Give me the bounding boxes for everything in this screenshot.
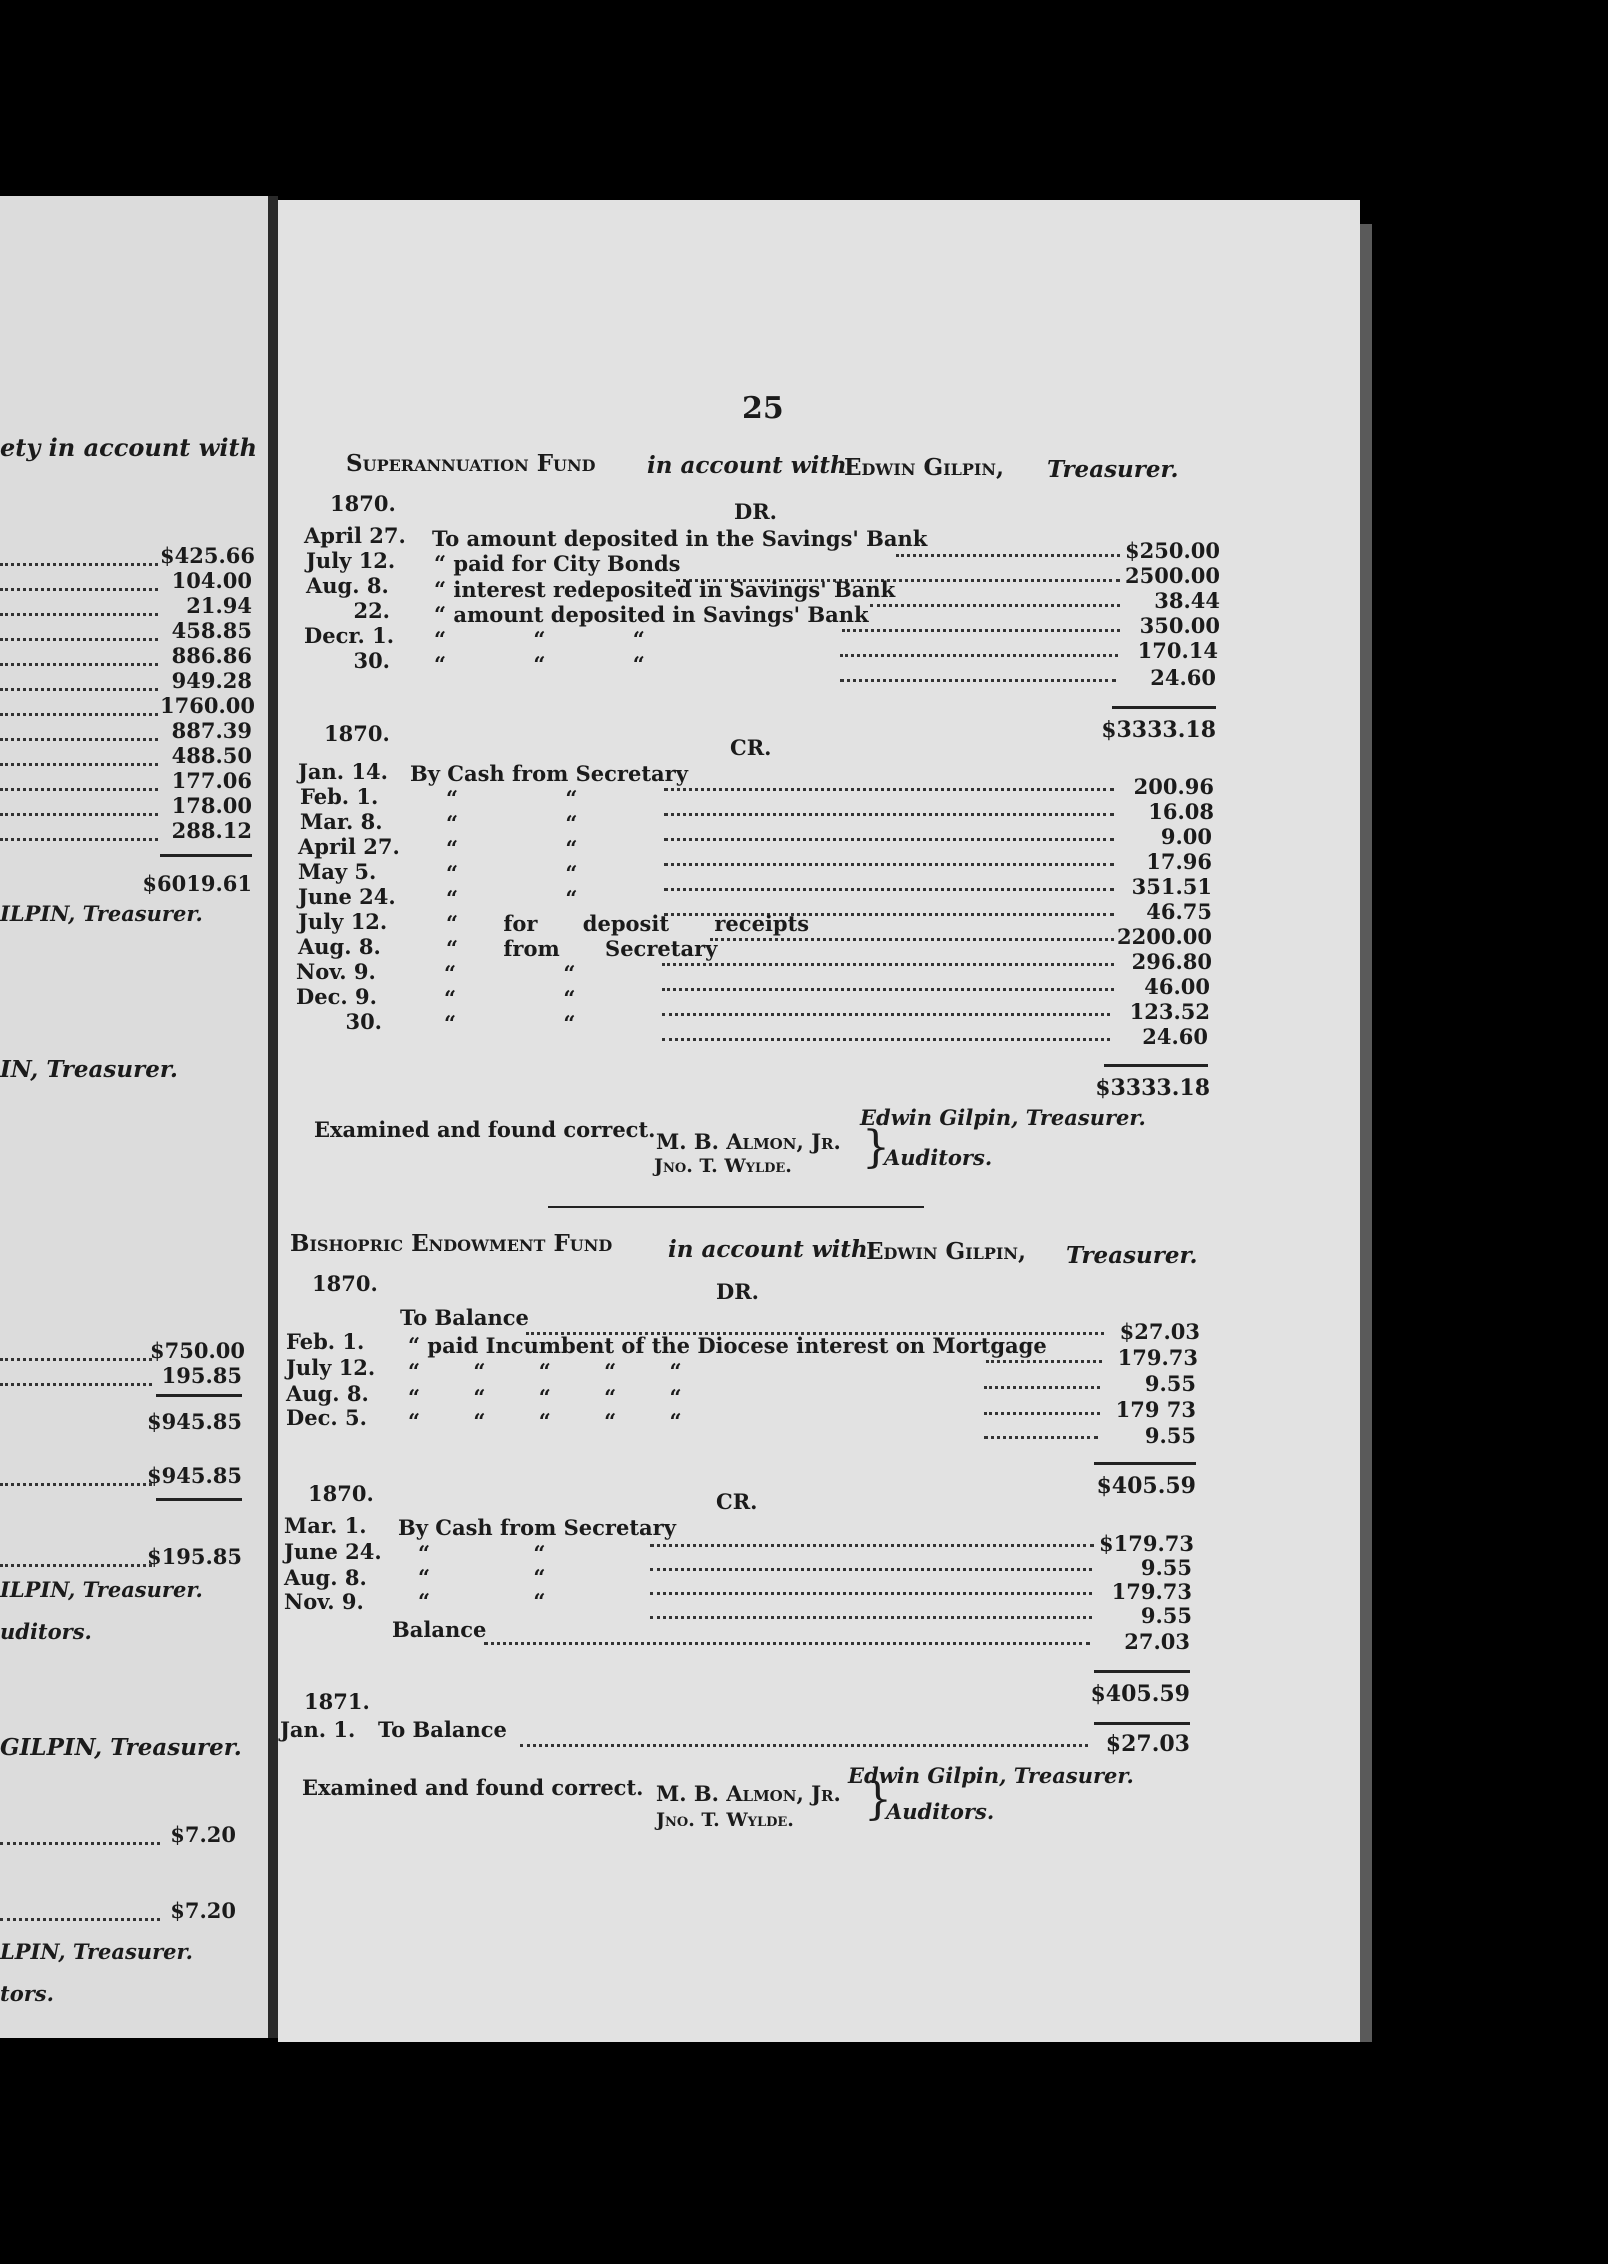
- row-text: “ amount deposited in Savings' Bank: [434, 602, 869, 627]
- section-separator: [548, 1206, 924, 1208]
- auditor-name: Jno. T. Wylde.: [656, 1809, 794, 1831]
- left-page: [0, 196, 268, 2038]
- auditor-name: M. B. Almon, Jr.: [656, 1129, 841, 1154]
- row-amount: 179.73: [1111, 1579, 1192, 1604]
- row-amount: 24.60: [1150, 665, 1216, 690]
- row-amount: 350.00: [1139, 613, 1220, 638]
- auditor-name: M. B. Almon, Jr.: [656, 1781, 841, 1806]
- row-amount: 16.08: [1148, 799, 1214, 824]
- row-date: Feb. 1.: [286, 1329, 365, 1354]
- row-text: “ “: [446, 836, 578, 861]
- row-amount: 9.55: [1140, 1603, 1192, 1628]
- row-text: “ “: [446, 861, 578, 886]
- auditors-label: Auditors.: [884, 1145, 993, 1170]
- row-text: “ paid for City Bonds: [434, 551, 681, 576]
- row-amount: 27.03: [1124, 1629, 1190, 1654]
- left-amount: 177.06: [171, 768, 252, 793]
- row-text: “ “: [444, 961, 576, 986]
- left-amount: 195.85: [161, 1363, 242, 1388]
- left-total: $945.85: [147, 1409, 242, 1434]
- row-amount: 17.96: [1146, 849, 1212, 874]
- row-date: Dec. 9.: [296, 984, 377, 1009]
- row-text: “ “: [446, 786, 578, 811]
- row-date: April 27.: [304, 523, 406, 548]
- row-date: Dec. 5.: [286, 1405, 367, 1430]
- row-text: To Balance: [378, 1717, 507, 1742]
- row-text: “ from Secretary: [446, 936, 718, 961]
- left-amount: $7.20: [170, 1898, 236, 1923]
- cr-label: CR.: [716, 1489, 758, 1514]
- row-date: May 5.: [298, 859, 377, 884]
- title-treasurer-name: Edwin Gilpin,: [844, 454, 1005, 481]
- row-text: By Cash from Secretary: [398, 1515, 676, 1540]
- examined-text: Examined and found correct.: [314, 1117, 656, 1142]
- page-edge: [1360, 224, 1372, 2042]
- row-text: “ “: [444, 1011, 576, 1036]
- left-treasurer-line: IN, Treasurer.: [0, 1056, 178, 1083]
- left-total: $6019.61: [142, 871, 252, 896]
- title-treasurer-name: Edwin Gilpin,: [866, 1238, 1027, 1265]
- row-amount: 179 73: [1115, 1397, 1196, 1422]
- left-treasurer-line: ILPIN, Treasurer.: [0, 901, 203, 926]
- cr-total: $405.59: [1090, 1681, 1190, 1707]
- row-amount: 2500.00: [1125, 563, 1220, 588]
- left-amount: 458.85: [171, 618, 252, 643]
- row-date: Jan. 14.: [298, 759, 388, 784]
- left-balance: $195.85: [147, 1544, 242, 1569]
- cr-year: 1870.: [308, 1481, 374, 1506]
- row-amount: $179.73: [1099, 1531, 1194, 1556]
- row-amount: 296.80: [1131, 949, 1212, 974]
- row-text: “ “: [418, 1565, 546, 1590]
- auditor-name: Jno. T. Wylde.: [654, 1155, 792, 1177]
- title-fund-name: Bishopric Endowment Fund: [290, 1230, 613, 1257]
- row-amount: 24.60: [1142, 1024, 1208, 1049]
- row-date: Aug. 8.: [284, 1565, 367, 1590]
- row-text: By Cash from Secretary: [410, 761, 688, 786]
- left-amount: 178.00: [171, 793, 252, 818]
- dr-year: 1870.: [312, 1271, 378, 1296]
- row-date: July 12.: [306, 548, 396, 573]
- left-treasurer-line: ILPIN, Treasurer.: [0, 1577, 203, 1602]
- row-amount: 179.73: [1117, 1345, 1198, 1370]
- left-amount: 886.86: [171, 643, 252, 668]
- row-text: “ for deposit receipts: [446, 911, 810, 936]
- row-amount: 351.51: [1131, 874, 1212, 899]
- left-amount: $750.00: [150, 1338, 245, 1363]
- row-amount: 46.75: [1146, 899, 1212, 924]
- auditors-brace: }: [862, 1122, 890, 1173]
- left-amount: 887.39: [171, 718, 252, 743]
- left-total: $945.85: [147, 1463, 242, 1488]
- treasurer-signature: Edwin Gilpin, Treasurer.: [848, 1763, 1134, 1788]
- dr-label: DR.: [716, 1279, 759, 1304]
- row-text: “ “: [418, 1589, 546, 1614]
- title-connector: in account with: [668, 1236, 868, 1263]
- left-amount: $425.66: [160, 543, 255, 568]
- row-text: “ “ “: [434, 652, 645, 677]
- page-gutter: [268, 196, 278, 2038]
- row-amount: 9.55: [1144, 1371, 1196, 1396]
- row-date: Nov. 9.: [284, 1589, 364, 1614]
- left-amount: $7.20: [170, 1822, 236, 1847]
- row-amount: 2200.00: [1117, 924, 1212, 949]
- row-date: April 27.: [298, 834, 400, 859]
- row-date: July 12.: [286, 1355, 376, 1380]
- row-amount: 46.00: [1144, 974, 1210, 999]
- cr-label: CR.: [730, 735, 772, 760]
- left-treasurer-line: GILPIN, Treasurer.: [0, 1734, 242, 1761]
- left-auditors-fragment: uditors.: [0, 1619, 92, 1644]
- row-amount: 170.14: [1137, 638, 1218, 663]
- left-amount: 21.94: [186, 593, 252, 618]
- row-date: Mar. 8.: [300, 809, 383, 834]
- auditors-brace: }: [864, 1774, 892, 1825]
- row-amount: 9.00: [1160, 824, 1212, 849]
- row-date: June 24.: [298, 884, 396, 909]
- row-date: Aug. 8.: [286, 1381, 369, 1406]
- page-number: 25: [742, 391, 784, 426]
- left-header-fragment: ety in account with: [0, 433, 258, 462]
- row-amount: 9.55: [1144, 1423, 1196, 1448]
- row-amount: $27.03: [1119, 1319, 1200, 1344]
- row-text: Balance: [392, 1617, 487, 1642]
- row-text: “ “ “ “ “: [408, 1359, 682, 1384]
- row-amount: 200.96: [1133, 774, 1214, 799]
- row-amount: $27.03: [1105, 1731, 1190, 1757]
- row-date: 22.: [353, 598, 390, 623]
- row-text: “ “ “: [434, 627, 645, 652]
- treasurer-signature: Edwin Gilpin, Treasurer.: [860, 1105, 1146, 1130]
- row-date: Aug. 8.: [298, 934, 381, 959]
- cr-year: 1870.: [324, 721, 390, 746]
- row-amount: 123.52: [1129, 999, 1210, 1024]
- title-treasurer-role: Treasurer.: [1047, 456, 1179, 483]
- row-date: 30.: [345, 1009, 382, 1034]
- row-text: “ “: [446, 886, 578, 911]
- row-date: Nov. 9.: [296, 959, 376, 984]
- row-date: Aug. 8.: [306, 573, 389, 598]
- row-date: Mar. 1.: [284, 1513, 367, 1538]
- left-amount: 104.00: [171, 568, 252, 593]
- row-text: “ “: [444, 986, 576, 1011]
- dr-total: $3333.18: [1101, 717, 1216, 743]
- auditors-label: Auditors.: [886, 1799, 995, 1824]
- row-text: “ interest redeposited in Savings' Bank: [434, 577, 896, 602]
- title-fund-name: Superannuation Fund: [346, 450, 596, 477]
- left-treasurer-line: LPIN, Treasurer.: [0, 1939, 193, 1964]
- row-text: To amount deposited in the Savings' Bank: [432, 526, 928, 551]
- row-text: “ paid Incumbent of the Diocese interest on Mortgage: [408, 1333, 1047, 1358]
- dr-label: DR.: [734, 499, 777, 524]
- row-text: “ “ “ “ “: [408, 1409, 682, 1434]
- left-amount: 1760.00: [160, 693, 255, 718]
- left-auditors-fragment: tors.: [0, 1981, 54, 2006]
- row-date: July 12.: [298, 909, 388, 934]
- row-text: To Balance: [400, 1305, 529, 1330]
- row-date: 30.: [353, 648, 390, 673]
- row-text: “ “ “ “ “: [408, 1385, 682, 1410]
- examined-text: Examined and found correct.: [302, 1775, 644, 1800]
- dr-total: $405.59: [1096, 1473, 1196, 1499]
- row-text: “ “: [418, 1541, 546, 1566]
- left-amount: 288.12: [171, 818, 252, 843]
- row-amount: 38.44: [1154, 588, 1220, 613]
- row-date: Feb. 1.: [300, 784, 379, 809]
- row-date: Jan. 1.: [280, 1717, 356, 1742]
- row-date: Decr. 1.: [304, 623, 395, 648]
- left-amount: 488.50: [171, 743, 252, 768]
- title-connector: in account with: [647, 452, 847, 479]
- title-treasurer-role: Treasurer.: [1066, 1242, 1198, 1269]
- left-amount: 949.28: [171, 668, 252, 693]
- year-1871: 1871.: [304, 1689, 370, 1714]
- row-date: June 24.: [284, 1539, 382, 1564]
- dr-year: 1870.: [330, 491, 396, 516]
- row-amount: $250.00: [1125, 538, 1220, 563]
- cr-total: $3333.18: [1095, 1075, 1210, 1101]
- row-text: “ “: [446, 811, 578, 836]
- row-amount: 9.55: [1140, 1555, 1192, 1580]
